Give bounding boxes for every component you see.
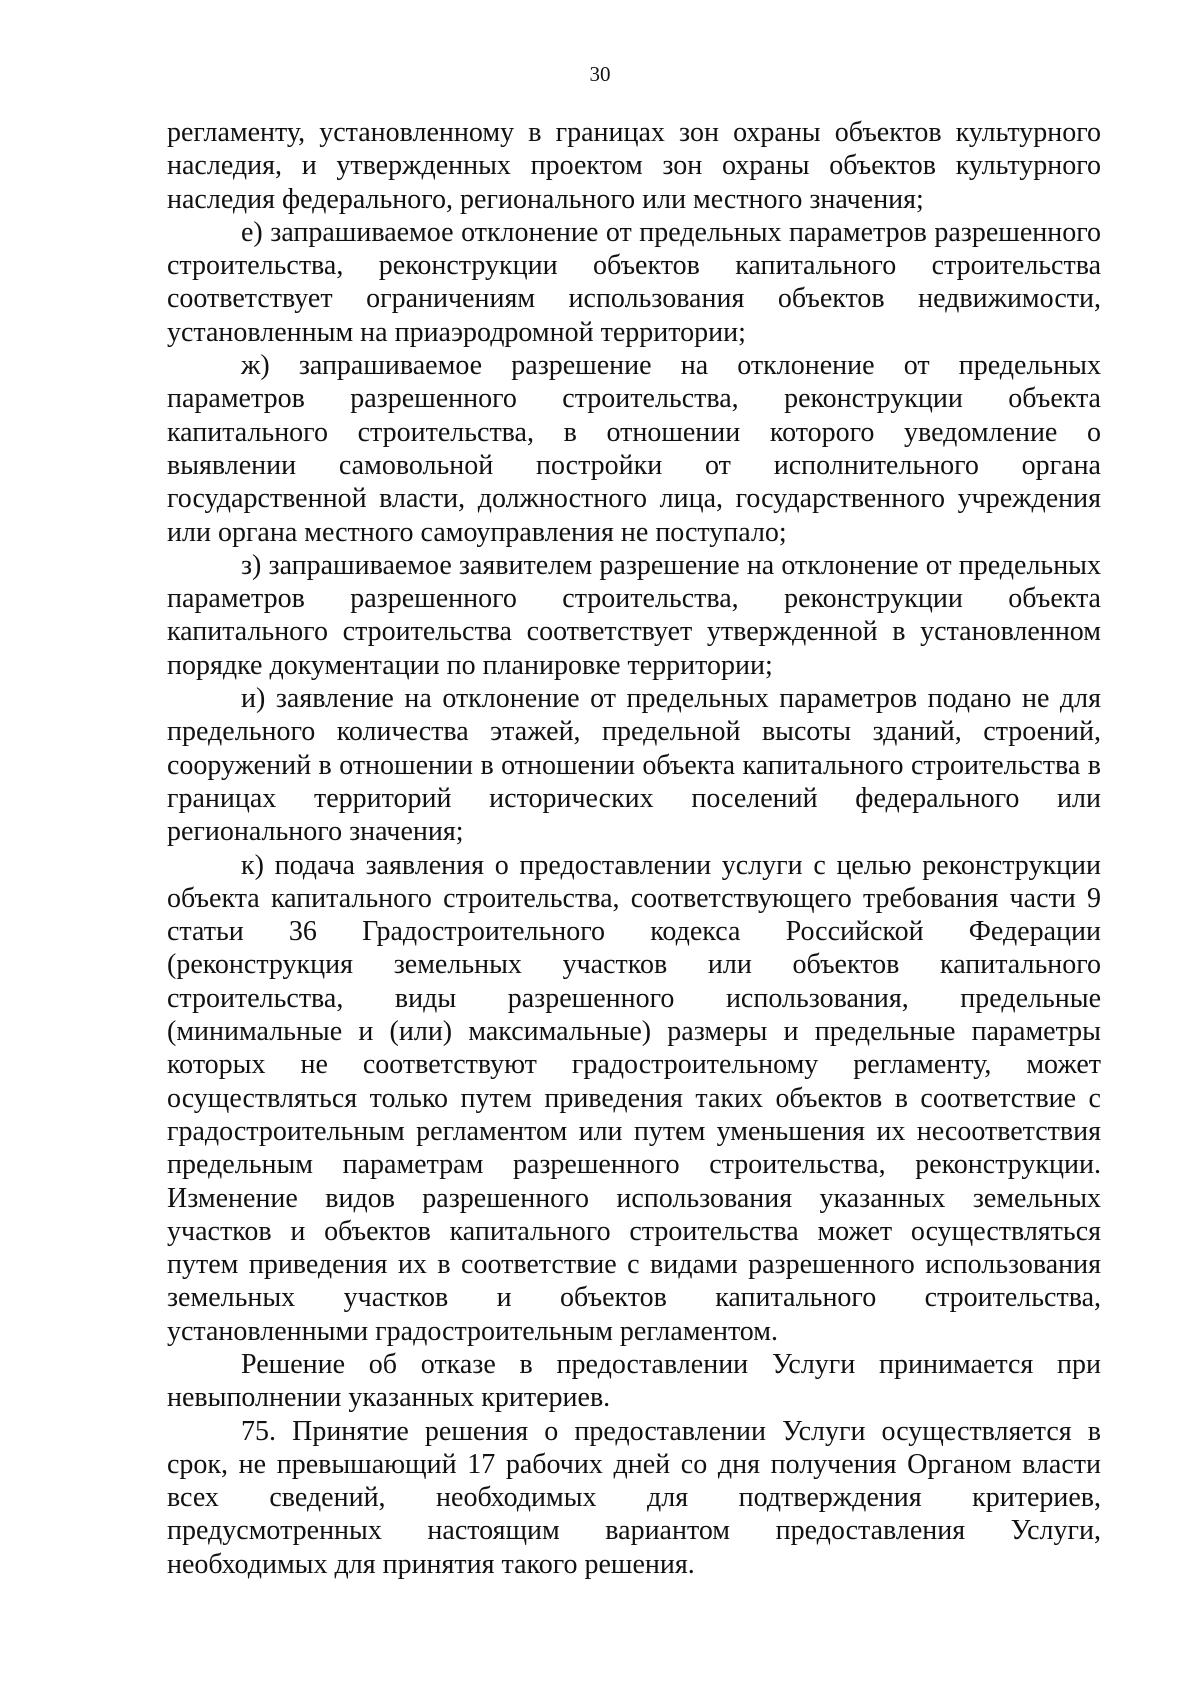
paragraph-item-e: е) запрашиваемое отклонение от предельных параметров разрешенного строительства, реконструкции объектов капитального строительства соответствует ограничениям использования объектов недвижимости, установленным на приаэродромной территории;: [167, 216, 1101, 348]
paragraph-continuation: регламенту, установленному в границах зон охраны объектов культурного наследия, и утвержденных проектом зон охраны объектов культурного наследия федерального, регионального или местного значения;: [167, 117, 1101, 215]
paragraph-refusal: Решение об отказе в предоставлении Услуги принимается при невыполнении указанных критериев.: [167, 1348, 1101, 1414]
paragraph-item-k: к) подача заявления о предоставлении услуги с целью реконструкции объекта капитального строительства, соответствующего требования части 9 статьи 36 Градостроительного кодекса Российской Федерации (реконструкция земельных участков или объектов капитального строительства, виды разрешенного использования, предельные (минимальные и (или) максимальные) размеры и предельные параметры которых не соответствуют градостроительному регламенту, может осуществляться только путем приведения таких объектов в соответствие с градостроительным регламентом или путем уменьшения их несоответствия предельным параметрам разрешенного строительства, реконструкции. Изменение видов разрешенного использования указанных земельных участков и объектов капитального строительства может осуществляться путем приведения их в соответствие с видами разрешенного использования земельных участков и объектов капитального строительства, установленными градостроительным регламентом.: [167, 849, 1101, 1347]
paragraph-item-z: з) запрашиваемое заявителем разрешение на отклонение от предельных параметров разрешенного строительства, реконструкции объекта капитального строительства соответствует утвержденной в установленном порядке документации по планировке территории;: [167, 549, 1101, 681]
paragraph-item-zh: ж) запрашиваемое разрешение на отклонение от предельных параметров разрешенного строительства, реконструкции объекта капитального строительства, в отношении которого уведомление о выявлении самовольной постройки от исполнительного органа государственной власти, должностного лица, государственного учреждения или органа местного самоуправления не поступало;: [167, 350, 1101, 548]
paragraph-item-i: и) заявление на отклонение от предельных параметров подано не для предельного количества этажей, предельной высоты зданий, строений, сооружений в отношении в отношении объекта капитального строительства в границах территорий исторических поселений федерального или регионального значения;: [167, 683, 1101, 848]
document-body: [167, 116, 1101, 1581]
paragraph-75: 75. Принятие решения о предоставлении Услуги осуществляется в срок, не превышающий 17 рабочих дней со дня получения Органом власти всех сведений, необходимых для подтверждения критериев, предусмотренных настоящим вариантом предоставления Услуги, необходимых для принятия такого решения.: [167, 1415, 1101, 1580]
page-number: 30: [589, 62, 611, 86]
